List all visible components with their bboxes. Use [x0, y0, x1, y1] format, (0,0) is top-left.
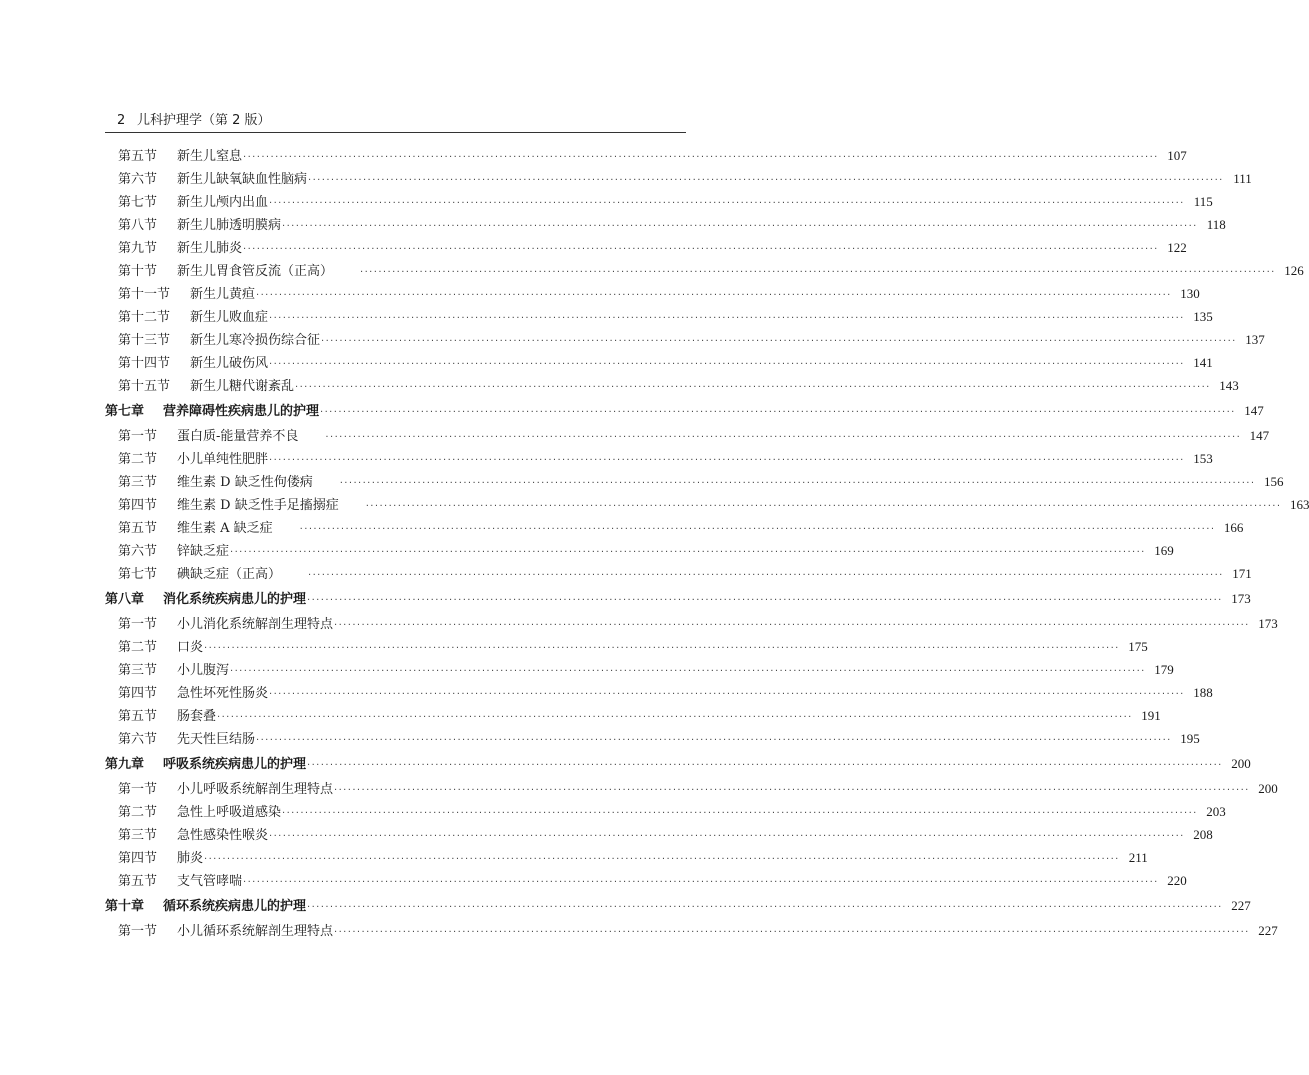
dot-leader: ········································································································································································································: [269, 455, 1185, 466]
dot-leader: ········································································································································································································: [269, 359, 1185, 370]
entry-title: 支气管哮喘: [177, 874, 243, 889]
dot-leader: ········································································································································································································: [269, 831, 1185, 842]
entry-label: 第一节: [118, 429, 158, 444]
entry-title: 先天性巨结肠: [177, 732, 256, 747]
toc-section-entry: [105, 167, 1252, 190]
entry-label: 第四节: [118, 686, 158, 701]
entry-label: 第十五节: [118, 379, 171, 394]
entry-label: 第三节: [118, 828, 158, 843]
entry-page-number: 143: [1219, 378, 1239, 393]
entry-page-number: 220: [1167, 873, 1187, 888]
entry-title: 小儿消化系统解剖生理特点: [177, 617, 334, 632]
entry-title: 小儿呼吸系统解剖生理特点: [177, 782, 334, 797]
entry-page-number: 107: [1167, 148, 1187, 163]
dot-leader: ········································································································································································································: [365, 501, 1282, 512]
entry-page-number: 153: [1193, 451, 1213, 466]
entry-title: 新生儿破伤风: [190, 356, 269, 371]
entry-title: 新生儿缺氧缺血性脑病: [177, 172, 308, 187]
entry-label: 第二节: [118, 452, 158, 467]
dot-leader: ········································································································································································································: [204, 854, 1120, 865]
entry-page-number: 147: [1249, 428, 1270, 443]
entry-page-number: 195: [1180, 731, 1200, 746]
dot-leader: ········································································································································································································: [339, 478, 1256, 489]
entry-page-number: 166: [1223, 520, 1244, 535]
entry-label: 第十章: [105, 899, 145, 914]
entry-title: 肠套叠: [177, 709, 217, 724]
dot-leader: ········································································································································································································: [295, 382, 1211, 393]
entry-title: 循环系统疾病患儿的护理: [163, 899, 307, 914]
toc-section-entry: [105, 144, 1187, 167]
dot-leader: ········································································································································································································: [320, 407, 1236, 418]
toc-section-entry: [105, 493, 1309, 516]
entry-title: 急性坏死性肠炎: [177, 686, 269, 701]
entry-title: 肺炎: [177, 851, 204, 866]
toc-section-entry: [105, 447, 1213, 470]
entry-page-number: 163: [1289, 497, 1309, 512]
entry-label: 第二节: [118, 805, 158, 820]
toc-section-entry: [105, 777, 1278, 800]
entry-title: 急性上呼吸道感染: [177, 805, 282, 820]
toc-section-entry: [105, 259, 1304, 282]
dot-leader: ········································································································································································································: [230, 666, 1146, 677]
entry-label: 第五节: [118, 709, 158, 724]
entry-title: 维生素 D 缺乏性佝偻病: [177, 475, 313, 490]
entry-title: 急性感染性喉炎: [177, 828, 269, 843]
entry-label: 第六节: [118, 732, 158, 747]
toc-section-entry: [105, 869, 1187, 892]
entry-title: 碘缺乏症（正高）: [177, 567, 282, 582]
entry-title: 新生儿黄疸: [190, 287, 256, 302]
entry-title: 消化系统疾病患儿的护理: [163, 592, 307, 607]
entry-label: 第八章: [105, 592, 145, 607]
entry-label: 第七节: [118, 195, 158, 210]
entry-label: 第四节: [118, 498, 158, 513]
entry-title: 新生儿窒息: [177, 149, 243, 164]
dot-leader: ········································································································································································································: [308, 175, 1224, 186]
toc-section-entry: [105, 424, 1270, 447]
toc-section-entry: [105, 681, 1213, 704]
entry-title: 口炎: [177, 640, 204, 655]
entry-page-number: 118: [1206, 217, 1226, 232]
dot-leader: ········································································································································································································: [334, 927, 1250, 938]
entry-label: 第十三节: [118, 333, 171, 348]
entry-label: 第五节: [118, 521, 158, 536]
toc-section-entry: [105, 539, 1174, 562]
entry-label: 第十二节: [118, 310, 171, 325]
entry-page-number: 200: [1258, 781, 1278, 796]
dot-leader: ········································································································································································································: [307, 595, 1223, 606]
entry-title: 新生儿败血症: [190, 310, 269, 325]
toc-section-entry: [105, 374, 1239, 397]
entry-label: 第六节: [118, 172, 158, 187]
entry-title: 维生素 D 缺乏性手足搐搦症: [177, 498, 339, 513]
entry-page-number: 141: [1193, 355, 1213, 370]
entry-label: 第九节: [118, 241, 158, 256]
toc-section-entry: [105, 516, 1244, 539]
entry-page-number: 211: [1128, 850, 1148, 865]
entry-title: 新生儿颅内出血: [177, 195, 269, 210]
entry-label: 第七章: [105, 404, 145, 419]
dot-leader: ········································································································································································································: [230, 547, 1146, 558]
entry-title: 新生儿寒冷损伤综合征: [190, 333, 321, 348]
entry-page-number: 173: [1231, 591, 1251, 606]
entry-label: 第七节: [118, 567, 158, 582]
entry-title: 小儿单纯性肥胖: [177, 452, 269, 467]
entry-label: 第九章: [105, 757, 145, 772]
table-of-contents: [105, 144, 1309, 942]
entry-label: 第十节: [118, 264, 158, 279]
dot-leader: ········································································································································································································: [269, 198, 1185, 209]
entry-page-number: 227: [1231, 898, 1251, 913]
dot-leader: ········································································································································································································: [307, 760, 1223, 771]
entry-title: 新生儿糖代谢紊乱: [190, 379, 295, 394]
dot-leader: ········································································································································································································: [321, 336, 1237, 347]
entry-label: 第一节: [118, 924, 158, 939]
entry-title: 小儿循环系统解剖生理特点: [177, 924, 334, 939]
dot-leader: ········································································································································································································: [204, 643, 1120, 654]
entry-page-number: 227: [1258, 923, 1278, 938]
entry-label: 第五节: [118, 874, 158, 889]
dot-leader: ········································································································································································································: [325, 432, 1242, 443]
dot-leader: ········································································································································································································: [269, 689, 1185, 700]
entry-page-number: 173: [1258, 616, 1278, 631]
toc-section-entry: [105, 823, 1213, 846]
toc-chapter-entry: [105, 750, 1251, 777]
page-number: 2: [117, 113, 126, 128]
toc-section-entry: [105, 846, 1148, 869]
entry-title: 维生素 A 缺乏症: [177, 521, 273, 536]
dot-leader: ········································································································································································································: [282, 808, 1198, 819]
entry-title: 锌缺乏症: [177, 544, 230, 559]
entry-page-number: 122: [1167, 240, 1187, 255]
toc-section-entry: [105, 282, 1200, 305]
entry-page-number: 169: [1154, 543, 1174, 558]
running-title: 儿科护理学（第 2 版）: [137, 113, 271, 128]
toc-section-entry: [105, 236, 1187, 259]
entry-label: 第四节: [118, 851, 158, 866]
entry-label: 第二节: [118, 640, 158, 655]
entry-page-number: 115: [1193, 194, 1213, 209]
entry-page-number: 175: [1128, 639, 1148, 654]
dot-leader: ········································································································································································································: [334, 785, 1250, 796]
entry-page-number: 156: [1263, 474, 1284, 489]
toc-section-entry: [105, 351, 1213, 374]
entry-page-number: 191: [1141, 708, 1161, 723]
dot-leader: ········································································································································································································: [282, 221, 1198, 232]
dot-leader: ········································································································································································································: [269, 313, 1185, 324]
toc-section-entry: [105, 328, 1265, 351]
toc-section-entry: [105, 562, 1252, 585]
entry-title: 蛋白质-能量营养不良: [177, 429, 299, 444]
entry-page-number: 208: [1193, 827, 1213, 842]
entry-page-number: 130: [1180, 286, 1200, 301]
dot-leader: ········································································································································································································: [217, 712, 1133, 723]
toc-section-entry: [105, 727, 1200, 750]
entry-page-number: 188: [1193, 685, 1213, 700]
toc-chapter-entry: [105, 397, 1264, 424]
entry-label: 第八节: [118, 218, 158, 233]
toc-section-entry: [105, 612, 1278, 635]
dot-leader: ········································································································································································································: [308, 570, 1224, 581]
dot-leader: ········································································································································································································: [256, 290, 1172, 301]
dot-leader: ········································································································································································································: [243, 244, 1159, 255]
dot-leader: ········································································································································································································: [299, 524, 1216, 535]
entry-label: 第六节: [118, 544, 158, 559]
entry-page-number: 126: [1284, 263, 1304, 278]
entry-label: 第一节: [118, 782, 158, 797]
entry-page-number: 147: [1244, 403, 1264, 418]
entry-title: 小儿腹泻: [177, 663, 230, 678]
page-header: [105, 112, 686, 133]
entry-page-number: 111: [1233, 171, 1252, 186]
entry-page-number: 179: [1154, 662, 1174, 677]
entry-page-number: 203: [1206, 804, 1226, 819]
entry-title: 新生儿肺炎: [177, 241, 243, 256]
toc-section-entry: [105, 305, 1213, 328]
entry-page-number: 200: [1231, 756, 1251, 771]
entry-label: 第一节: [118, 617, 158, 632]
entry-title: 新生儿肺透明膜病: [177, 218, 282, 233]
toc-chapter-entry: [105, 585, 1251, 612]
dot-leader: ········································································································································································································: [243, 152, 1159, 163]
toc-chapter-entry: [105, 892, 1251, 919]
toc-section-entry: [105, 800, 1226, 823]
entry-label: 第十四节: [118, 356, 171, 371]
toc-section-entry: [105, 635, 1148, 658]
dot-leader: ········································································································································································································: [256, 735, 1172, 746]
entry-title: 营养障碍性疾病患儿的护理: [163, 404, 320, 419]
entry-page-number: 171: [1232, 566, 1252, 581]
dot-leader: ········································································································································································································: [307, 902, 1223, 913]
entry-label: 第十一节: [118, 287, 171, 302]
entry-page-number: 137: [1245, 332, 1265, 347]
entry-page-number: 135: [1193, 309, 1213, 324]
toc-section-entry: [105, 658, 1174, 681]
entry-label: 第三节: [118, 663, 158, 678]
dot-leader: ········································································································································································································: [334, 620, 1250, 631]
entry-label: 第三节: [118, 475, 158, 490]
entry-title: 呼吸系统疾病患儿的护理: [163, 757, 307, 772]
toc-section-entry: [105, 213, 1226, 236]
toc-section-entry: [105, 190, 1213, 213]
entry-title: 新生儿胃食管反流（正高）: [177, 264, 334, 279]
dot-leader: ········································································································································································································: [243, 877, 1159, 888]
toc-section-entry: [105, 704, 1161, 727]
toc-section-entry: [105, 470, 1284, 493]
toc-section-entry: [105, 919, 1278, 942]
entry-label: 第五节: [118, 149, 158, 164]
dot-leader: ········································································································································································································: [360, 267, 1276, 278]
